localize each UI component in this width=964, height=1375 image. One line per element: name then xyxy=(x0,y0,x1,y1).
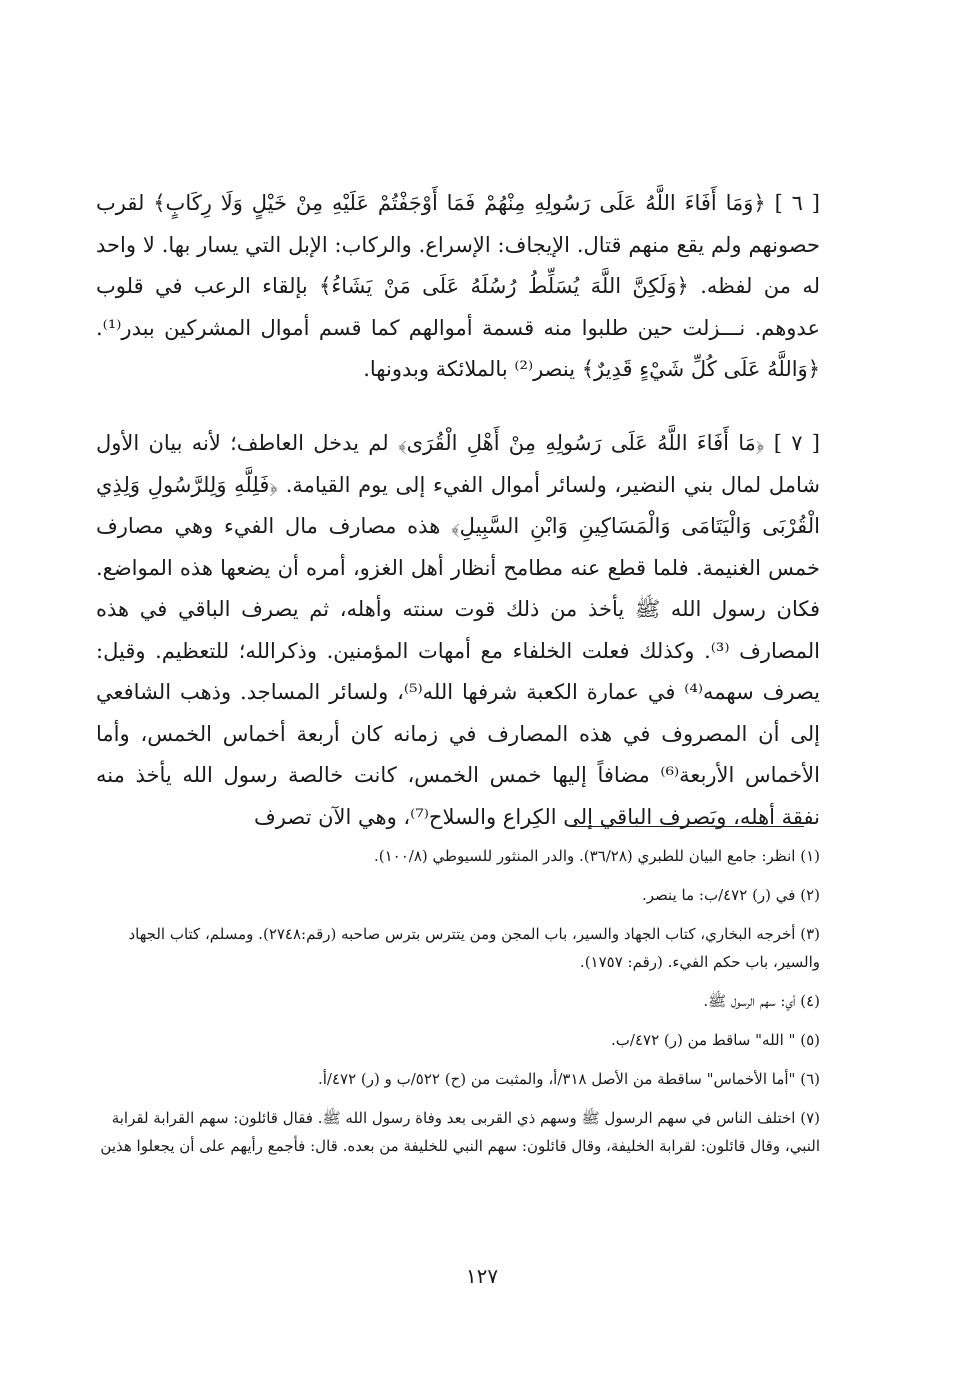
footnote-4: (٤) أي: سهم الرسول ﷺ. xyxy=(703,992,820,1010)
footnote-2: (٢) في (ر) ٤٧٢/ب: ما ينصر. xyxy=(642,886,820,904)
footnote-6: (٦) "أما الأخماس" ساقطة من الأصل ٣١٨/أ، والمثبت من (ح) ٥٢٢/ب و (ر) ٤٧٢/أ. xyxy=(317,1070,820,1088)
footnote-3: (٣) أخرجه البخاري، كتاب الجهاد والسير، باب المجن ومن يتترس بترس صاحبه (رقم:٢٧٤٨). ومسلم، كتاب الجهاد والسير، باب حكم الفيء. (رقم: ١٧٥٧). xyxy=(128,925,820,971)
paragraph-verse-7: [ ٧ ] ﴿مَا أَفَاءَ اللَّهُ عَلَى رَسُولِهِ مِنْ أَهْلِ الْقُرَى﴾ لم يدخل العاطف؛ لأنه بيان الأول شامل لمال بني النضير، ولسائر أموال الفيء إلى يوم القيامة. ﴿فَلِلَّهِ وَلِلرَّسُولِ وَلِذِي الْقُرْبَى وَالْيَتَامَى وَالْمَسَاكِينِ وَابْنِ السَّبِيلِ﴾ هذه مصارف مال الفيء وهي مصارف خمس الغنيمة. فلما قطع عنه مطامح أنظار أهل الغزو، أمره أن يضعها هذه المواضع. فكان رسول الله ﷺ يأخذ من ذلك قوت سنته وأهله، ثم يصرف الباقي في هذه المصارف ⁽³⁾. وكذلك فعلت الخلفاء مع أمهات المؤمنين. وذكرالله؛ للتعظيم. وقيل: يصرف سهمه⁽⁴⁾ في عمارة الكعبة شرفها الله⁽⁵⁾، ولسائر المساجد. وذهب الشافعي إلى أن المصروف في هذه المصارف في زمانه كان أربعة أخماس الخمس، وأما الأخماس الأربعة⁽⁶⁾ مضافاً إليها خمس الخمس، كانت خالصة رسول الله يأخذ منه نفقة أهله، ويَصرف الباقي إلى الكِراع والسلاح⁽⁷⁾، وهي الآن تصرف xyxy=(96,431,821,829)
page-number: ١٢٧ xyxy=(465,1264,499,1288)
paragraph-verse-6: [ ٦ ] ﴿وَمَا أَفَاءَ اللَّهُ عَلَى رَسُولِهِ مِنْهُمْ فَمَا أَوْجَفْتُمْ عَلَيْهِ مِنْ خَيْلٍ وَلَا رِكَابٍ﴾ لقرب حصونهم ولم يقع منهم قتال. الإيجاف: الإسراع. والركاب: الإبل التي يسار بها. لا واحد له من لفظه. ﴿وَلَكِنَّ اللَّهَ يُسَلِّطُ رُسُلَهُ عَلَى مَنْ يَشَاءُ﴾ بإلقاء الرعب في قلوب عدوهم. نـــزلت حين طلبوا منه قسمة أموالهم كما قسم أموال المشركين ببدر⁽¹⁾. ﴿وَاللَّهُ عَلَى كُلِّ شَيْءٍ قَدِيرٌ﴾ ينصر⁽²⁾ بالملائكة وبدونها. xyxy=(96,191,820,381)
footnote-1: (١) انظر: جامع البيان للطبري (٣٦/٢٨). والدر المنثور للسيوطي (١٠٠/٨). xyxy=(374,847,820,865)
main-text-block xyxy=(96,423,820,838)
footnotes-section xyxy=(96,842,820,1171)
footnote-divider xyxy=(570,826,804,827)
footnote-7: (٧) اختلف الناس في سهم الرسول ﷺ وسهم ذي القربى بعد وفاة رسول الله ﷺ. فقال قائلون: سهم القرابة لقرابة النبي، وقال قائلون: لقرابة الخليفة، وقال قائلون: سهم النبي للخليفة من بعده. قال: فأجمع رأيهم على أن يجعلوا هذين xyxy=(100,1109,820,1155)
footnote-5: (٥) " الله" ساقط من (ر) ٤٧٢/ب. xyxy=(611,1031,820,1049)
main-text-block xyxy=(96,183,820,391)
